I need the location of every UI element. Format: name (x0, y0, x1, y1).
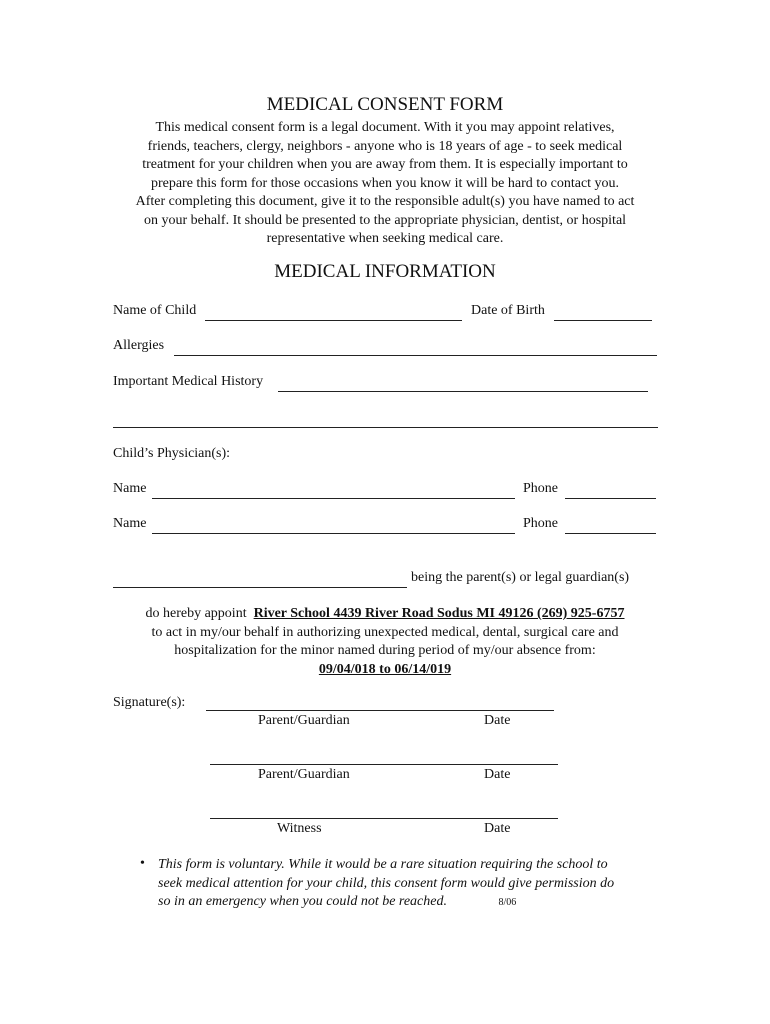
medical-history-field[interactable] (278, 391, 648, 392)
signature-caption: Parent/Guardian (258, 767, 350, 782)
note-line: This form is voluntary. While it would be a rare situation requiring the school to (158, 857, 608, 872)
note-line: seek medical attention for your child, this consent form would give permission do (158, 875, 615, 891)
absence-period: 09/04/018 to 06/14/019 (318, 661, 452, 677)
physician-name-field[interactable] (152, 498, 515, 499)
guardian-text: being the parent(s) or legal guardian(s) (411, 570, 630, 585)
physician-phone-label: Phone (523, 481, 558, 496)
appoint-line-3: hospitalization for the minor named during period of my/our absence from: (174, 643, 596, 658)
physician-name-label: Name (113, 516, 147, 531)
appoint-line-2: to act in my/our behalf in authorizing unexpected medical, dental, surgical care and (151, 624, 619, 640)
allergies-field[interactable] (174, 355, 657, 356)
form-title: MEDICAL CONSENT FORM (266, 94, 504, 115)
signature-caption: Parent/Guardian (258, 713, 350, 728)
medical-history-label: Important Medical History (113, 374, 264, 389)
intro-line: representative when seeking medical care. (266, 231, 504, 246)
medical-history-field-continued[interactable] (113, 427, 658, 428)
witness-line[interactable] (210, 818, 558, 819)
intro-line: friends, teachers, clergy, neighbors - anyone who is 18 years of age - to seek medical (147, 138, 623, 154)
appointee: River School 4439 River Road Sodus MI 49126 (269) 925-6757 (253, 606, 625, 621)
form-version: 8/06 (498, 897, 517, 908)
note-line (158, 893, 658, 913)
physicians-label: Child’s Physician(s): (113, 446, 231, 461)
intro-line: This medical consent form is a legal document. With it you may appoint relatives, (155, 120, 615, 135)
guardian-name-field[interactable] (113, 587, 407, 588)
physician-phone-field[interactable] (565, 498, 656, 499)
voluntary-note (158, 856, 658, 913)
date-of-birth-label: Date of Birth (471, 303, 545, 318)
witness-caption: Witness (277, 821, 322, 836)
intro-line: on your behalf. It should be presented to the appropriate physician, dentist, or hospital (143, 212, 627, 228)
name-of-child-label: Name of Child (113, 303, 197, 318)
signatures-label: Signature(s): (113, 695, 186, 710)
intro-line: treatment for your children when you are away from them. It is especially important to (142, 157, 628, 172)
intro-line: prepare this form for those occasions when you know it will be hard to contact you. (150, 175, 620, 191)
name-of-child-field[interactable] (205, 320, 462, 321)
note-line-text: so in an emergency when you could not be reached. (158, 894, 447, 909)
bullet-icon: • (140, 856, 145, 871)
date-of-birth-field[interactable] (554, 320, 652, 321)
physician-phone-field[interactable] (565, 533, 656, 534)
signature-line[interactable] (210, 764, 558, 765)
signature-line[interactable] (206, 710, 554, 711)
physician-name-field[interactable] (152, 533, 515, 534)
physician-phone-label: Phone (523, 516, 558, 531)
appoint-prefix: do hereby appoint (145, 606, 247, 621)
intro-paragraph (100, 119, 670, 249)
section-title: MEDICAL INFORMATION (274, 261, 496, 282)
allergies-label: Allergies (113, 338, 165, 353)
intro-line: After completing this document, give it to the responsible adult(s) you have named to act (135, 194, 635, 209)
physician-name-label: Name (113, 481, 147, 496)
appoint-block (100, 605, 670, 679)
date-caption: Date (484, 821, 511, 836)
date-caption: Date (484, 767, 511, 782)
appoint-line (100, 605, 670, 624)
date-caption: Date (484, 713, 511, 728)
